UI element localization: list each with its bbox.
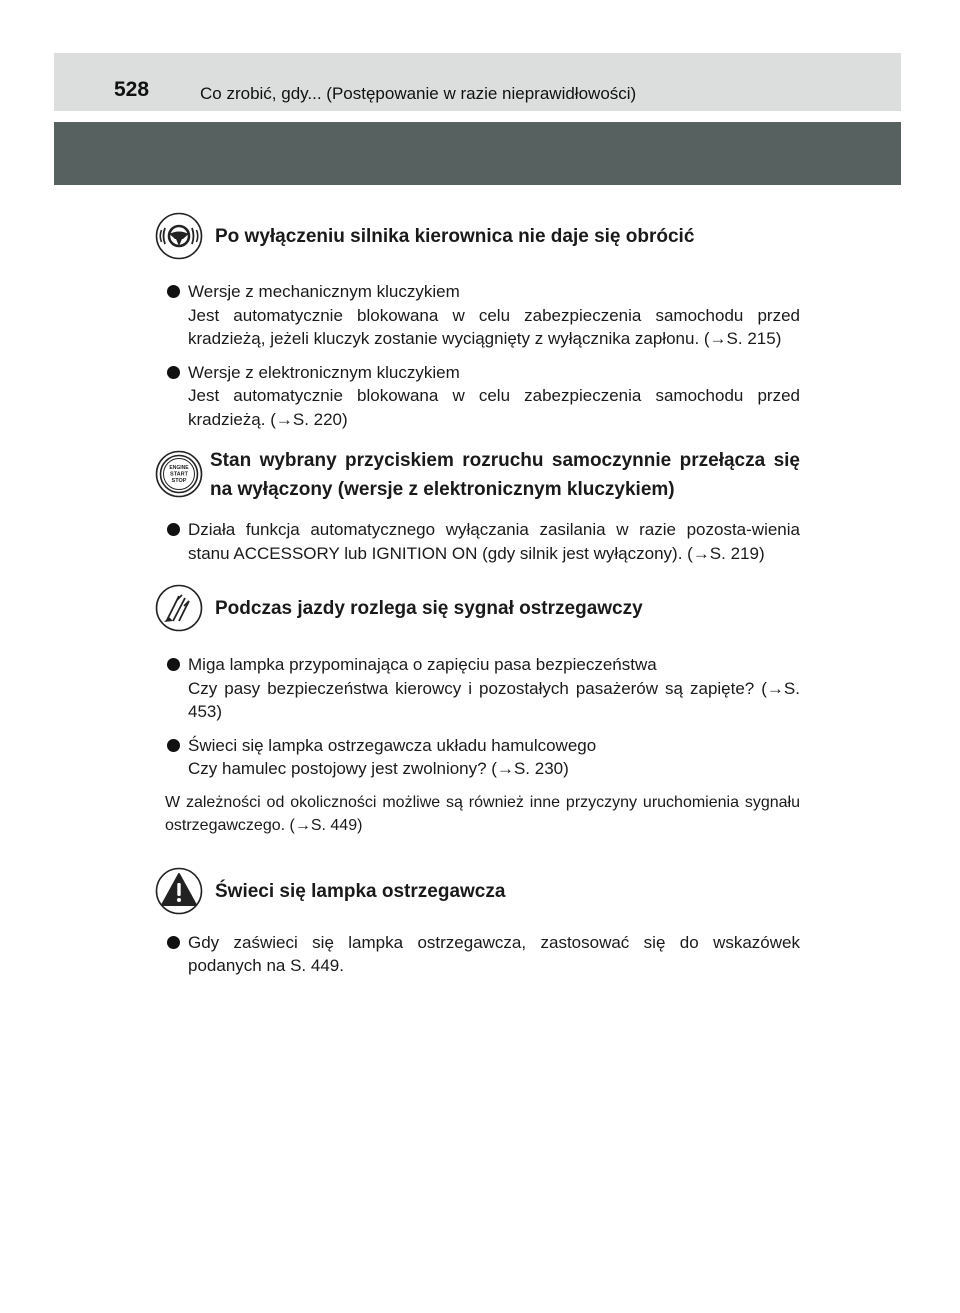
list-item-text: Czy pasy bezpieczeństwa kierowcy i pozostałych pasażerów są zapięte? (→S. 453)	[188, 678, 800, 721]
section-title: Świeci się lampka ostrzegawcza	[215, 880, 506, 902]
warning-triangle-icon	[155, 867, 203, 915]
list-item	[155, 280, 800, 351]
page-content	[155, 210, 800, 978]
bullet-icon	[167, 658, 180, 671]
bullet-icon	[167, 285, 180, 298]
section-warning-light	[155, 853, 800, 931]
section-title: Po wyłączeniu silnika kierownica nie daje się obrócić	[215, 226, 695, 247]
list-item	[155, 518, 800, 565]
list-item-text: Czy hamulec postojowy jest zwolniony? (→S. 230)	[188, 759, 569, 778]
list-item	[155, 361, 800, 432]
icon-label-start: START	[170, 471, 188, 478]
bullet-icon	[167, 366, 180, 379]
section-start-stop	[155, 446, 800, 518]
section-steering-lock	[155, 210, 800, 280]
list-item-text: Jest automatycznie blokowana w celu zabezpieczenia samochodu przed kradzieżą. (→S. 220)	[188, 386, 800, 429]
section-title: Stan wybrany przyciskiem rozruchu samoczynnie przełącza się na wyłączony (wersje z elektronicznym kluczykiem)	[210, 450, 800, 500]
section-warning-buzzer	[155, 580, 800, 653]
icon-label-stop: STOP	[171, 478, 187, 484]
bullet-icon	[167, 739, 180, 752]
list-item-text: Jest automatycznie blokowana w celu zabezpieczenia samochodu przed kradzieżą, jeżeli kluczyk zostanie wyciągnięty z wyłącznika zapłonu. (→S. 215)	[188, 305, 800, 348]
running-title: Co zrobić, gdy... (Postępowanie w razie nieprawidłowości)	[200, 84, 637, 103]
list-item-heading: Wersje z mechanicznym kluczykiem	[188, 282, 460, 301]
list-item-text: Działa funkcja automatycznego wyłączania zasilania w razie pozosta-wienia stanu ACCESSORY lub IGNITION ON (gdy silnik jest wyłączony). (→S. 219)	[188, 520, 800, 563]
icon-label-engine: ENGINE	[169, 465, 189, 471]
warning-buzzer-icon	[155, 584, 203, 632]
bullet-icon	[167, 936, 180, 949]
list-item	[155, 931, 800, 978]
list-item-heading: Świeci się lampka ostrzegawcza układu hamulcowego	[188, 735, 597, 755]
engine-start-stop-icon	[155, 450, 203, 498]
list-item	[155, 653, 800, 724]
list-item	[155, 734, 800, 781]
bullet-icon	[167, 523, 180, 536]
page-number: 528	[114, 78, 150, 101]
note-text: W zależności od okoliczności możliwe są również inne przyczyny uruchomienia sygnału ostrzegawczego. (→S. 449)	[165, 793, 800, 834]
section-band	[54, 122, 901, 185]
list-item-heading: Wersje z elektronicznym kluczykiem	[188, 362, 460, 382]
list-item-text: Gdy zaświeci się lampka ostrzegawcza, zastosować się do wskazówek podanych na S. 449.	[188, 932, 800, 975]
list-item-heading: Miga lampka przypominająca o zapięciu pasa bezpieczeństwa	[188, 655, 657, 674]
steering-wheel-lock-icon	[155, 212, 203, 260]
section-title: Podczas jazdy rozlega się sygnał ostrzegawczy	[215, 598, 643, 619]
